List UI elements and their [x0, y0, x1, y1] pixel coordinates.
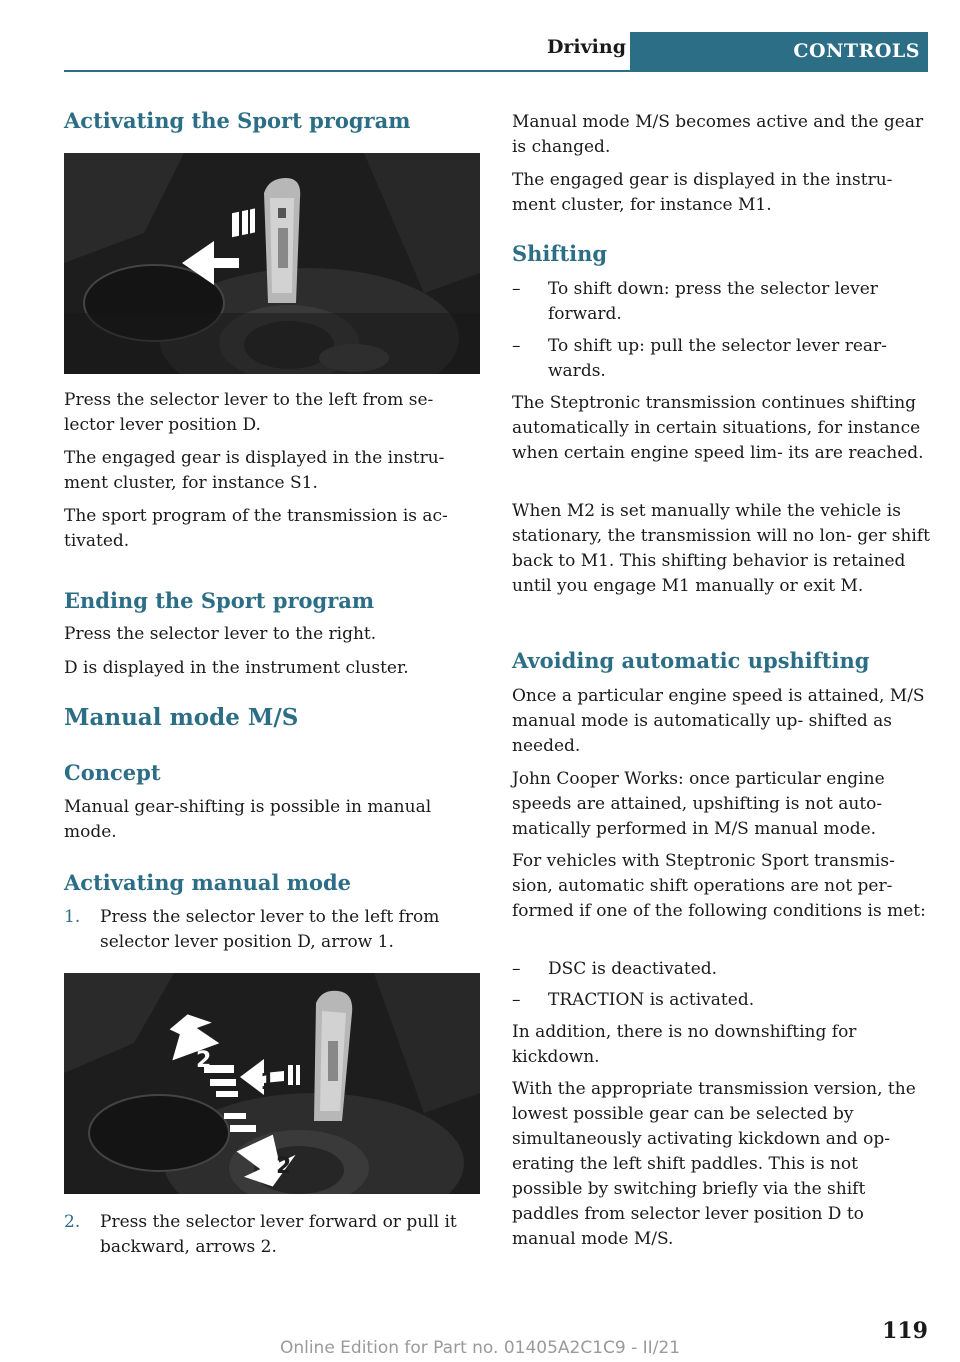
sport-program-photo [64, 153, 480, 374]
sport-engaged-gear-text: The engaged gear is displayed in the instru‐ ment cluster, for instance S1. [64, 448, 445, 493]
traction-text: TRACTION is activated. [548, 990, 755, 1010]
header-chapter-tab [630, 32, 928, 70]
manual-engaged-gear-text: The engaged gear is displayed in the instru‐ ment cluster, for instance M1. [512, 170, 893, 215]
step-2-text: Press the selector lever forward or pull it backward, arrows 2. [100, 1212, 457, 1257]
avoiding-upshifting-heading: Avoiding automatic upshifting [512, 648, 870, 673]
manual-active-text: Manual mode M/S becomes active and the gear is changed. [512, 112, 924, 157]
lowest-gear-text: With the appropriate transmission version, the lowest possible gear can be selected by simultaneously activating kickdown and op‐ erating the left shift paddles. This is not possible by switching briefly via the shift paddles from selector lever position D to manual mode M/S. [512, 1079, 916, 1249]
activating-manual-heading: Activating manual mode [64, 870, 352, 895]
steptronic-continues-text: The Steptronic transmission continues shifting automatically in certain situations, for instance when certain engine speed lim‐ its are reached. [512, 393, 924, 463]
kickdown-text: In addition, there is no downshifting for kickdown. [512, 1022, 857, 1067]
auto-upshift-text: Once a particular engine speed is attained, M/S manual mode is automatically up‐ shifted as needed. [512, 686, 925, 756]
footer-edition: Online Edition for Part no. 01405A2C1C9 - II/21 [279, 1338, 681, 1358]
ending-press-text: Press the selector lever to the right. [64, 624, 377, 644]
step-1 [64, 905, 480, 955]
traction-bullet [512, 988, 930, 1013]
step-2-number: 2. [64, 1212, 81, 1232]
shift-up-text: To shift up: pull the selector lever rear‐ wards. [548, 336, 887, 381]
dsc-text: DSC is deactivated. [548, 959, 718, 979]
arrow-2-down-label: 2 [276, 1154, 292, 1179]
ending-sport-heading: Ending the Sport program [64, 588, 375, 613]
arrow-1-label: 1 [260, 1070, 276, 1095]
bullet-dash: – [512, 336, 521, 356]
step-1-number: 1. [64, 907, 81, 927]
dsc-bullet [512, 957, 930, 982]
manual-mode-photo [64, 973, 480, 1194]
header-section-title: Driving [546, 36, 626, 58]
header-rule [64, 70, 928, 72]
sport-press-text: Press the selector lever to the left from se‐ lector lever position D. [64, 390, 434, 435]
jcw-text: John Cooper Works: once particular engine speeds are attained, upshifting is not auto‐ matically performed in M/S manual mode. [512, 769, 885, 839]
concept-text: Manual gear-shifting is possible in manual mode. [64, 797, 432, 842]
shift-up-bullet [512, 334, 930, 384]
activating-sport-heading: Activating the Sport program [64, 108, 411, 133]
bullet-dash: – [512, 990, 521, 1010]
bullet-dash: – [512, 959, 521, 979]
shift-down-text: To shift down: press the selector lever forward. [548, 279, 878, 324]
step-2 [64, 1210, 480, 1260]
chapter-label: CONTROLS [793, 40, 920, 62]
m2-stationary-text: When M2 is set manually while the vehicle is stationary, the transmission will no lon‐ ger shift back to M1. This shifting behavior is retained until you engage M1 manually or exit M. [512, 501, 930, 596]
bullet-dash: – [512, 279, 521, 299]
ending-display-text: D is displayed in the instrument cluster. [64, 658, 409, 678]
shifting-heading: Shifting [512, 241, 608, 266]
page-number: 119 [882, 1318, 928, 1344]
arrow-2-up-label: 2 [196, 1048, 212, 1073]
steptronic-sport-text: For vehicles with Steptronic Sport transmis‐ sion, automatic shift operations are not per‐ formed if one of the following conditions is met: [512, 851, 926, 921]
manual-mode-heading: Manual mode M/S [64, 704, 299, 731]
shift-down-bullet [512, 277, 930, 327]
concept-heading: Concept [64, 760, 161, 785]
step-1-text: Press the selector lever to the left from selector lever position D, arrow 1. [100, 907, 440, 952]
sport-activated-text: The sport program of the transmission is ac‐ tivated. [64, 506, 448, 551]
